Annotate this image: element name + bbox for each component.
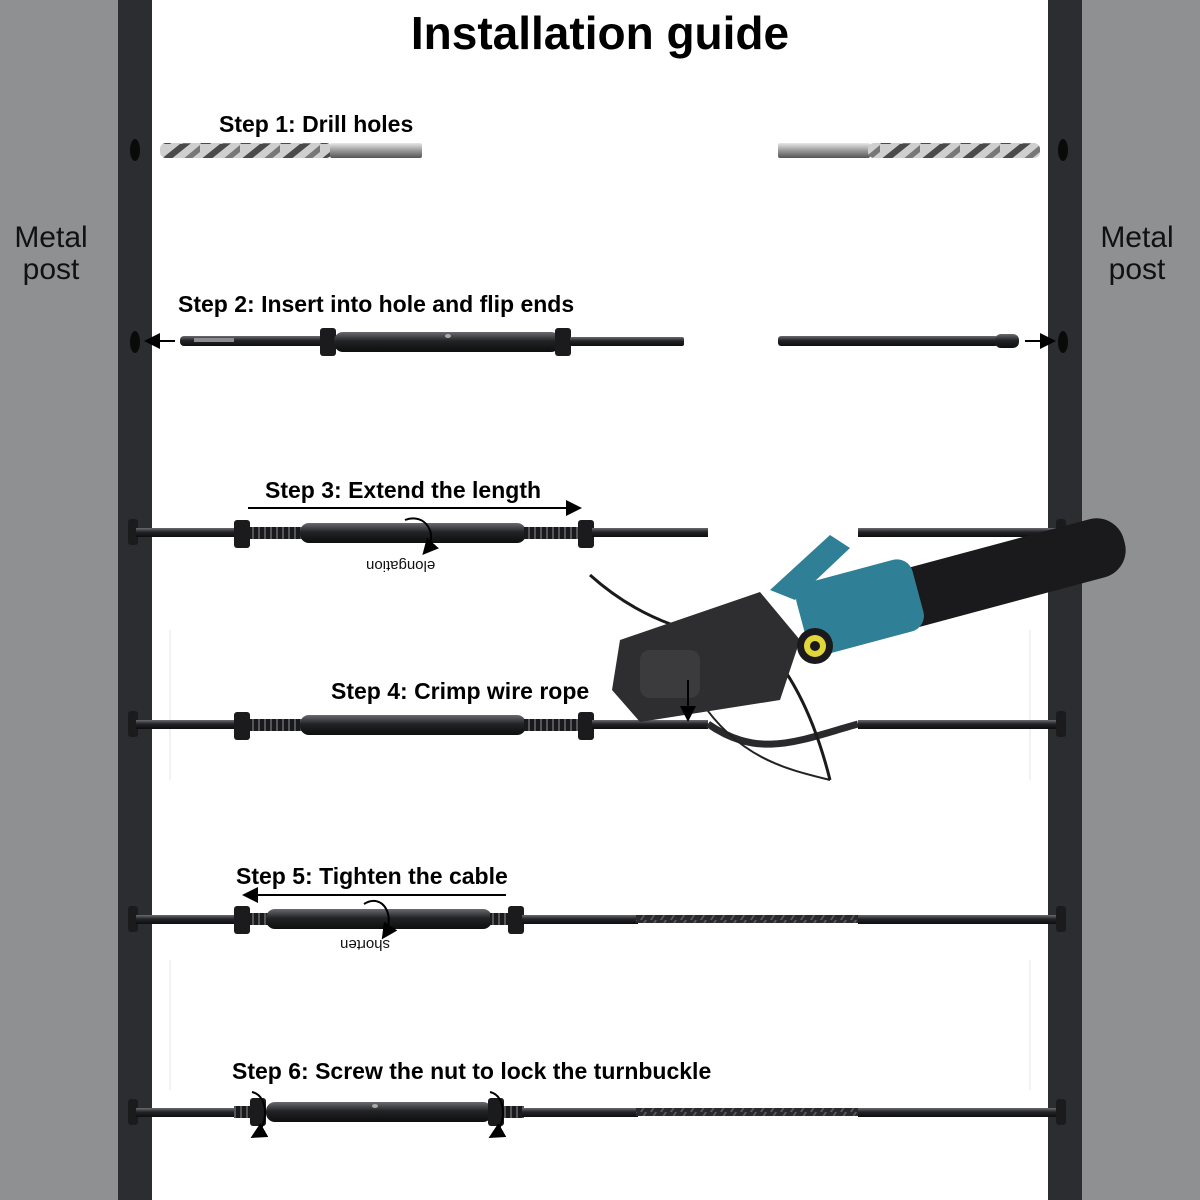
step3-assembly (128, 519, 1066, 548)
step-5-label: Step 5: Tighten the cable (236, 863, 508, 889)
step-2-label: Step 2: Insert into hole and flip ends (178, 291, 575, 317)
step-4-label: Step 4: Crimp wire rope (331, 678, 590, 704)
step2-rod-right (778, 334, 1019, 348)
elongation-note: elongation (366, 557, 436, 574)
right-post-label: Metal post (1100, 221, 1174, 286)
left-post-label: Metal post (14, 221, 88, 286)
drill-bit-left (160, 143, 422, 158)
step-6-label: Step 6: Screw the nut to lock the turnbuckle (232, 1058, 712, 1084)
step-3-label: Step 3: Extend the length (265, 477, 542, 503)
step6-assembly (128, 1098, 1066, 1126)
drill-bit-right (778, 143, 1040, 158)
step4-assembly (128, 700, 1066, 780)
page-title: Installation guide (410, 7, 790, 59)
step5-assembly (128, 906, 1066, 934)
post-holes (130, 139, 1068, 353)
step2-turnbuckle (180, 328, 684, 356)
shorten-note: shorten (340, 936, 391, 953)
crimper-tool-illustration (590, 512, 1132, 780)
step-1-label: Step 1: Drill holes (219, 111, 414, 137)
